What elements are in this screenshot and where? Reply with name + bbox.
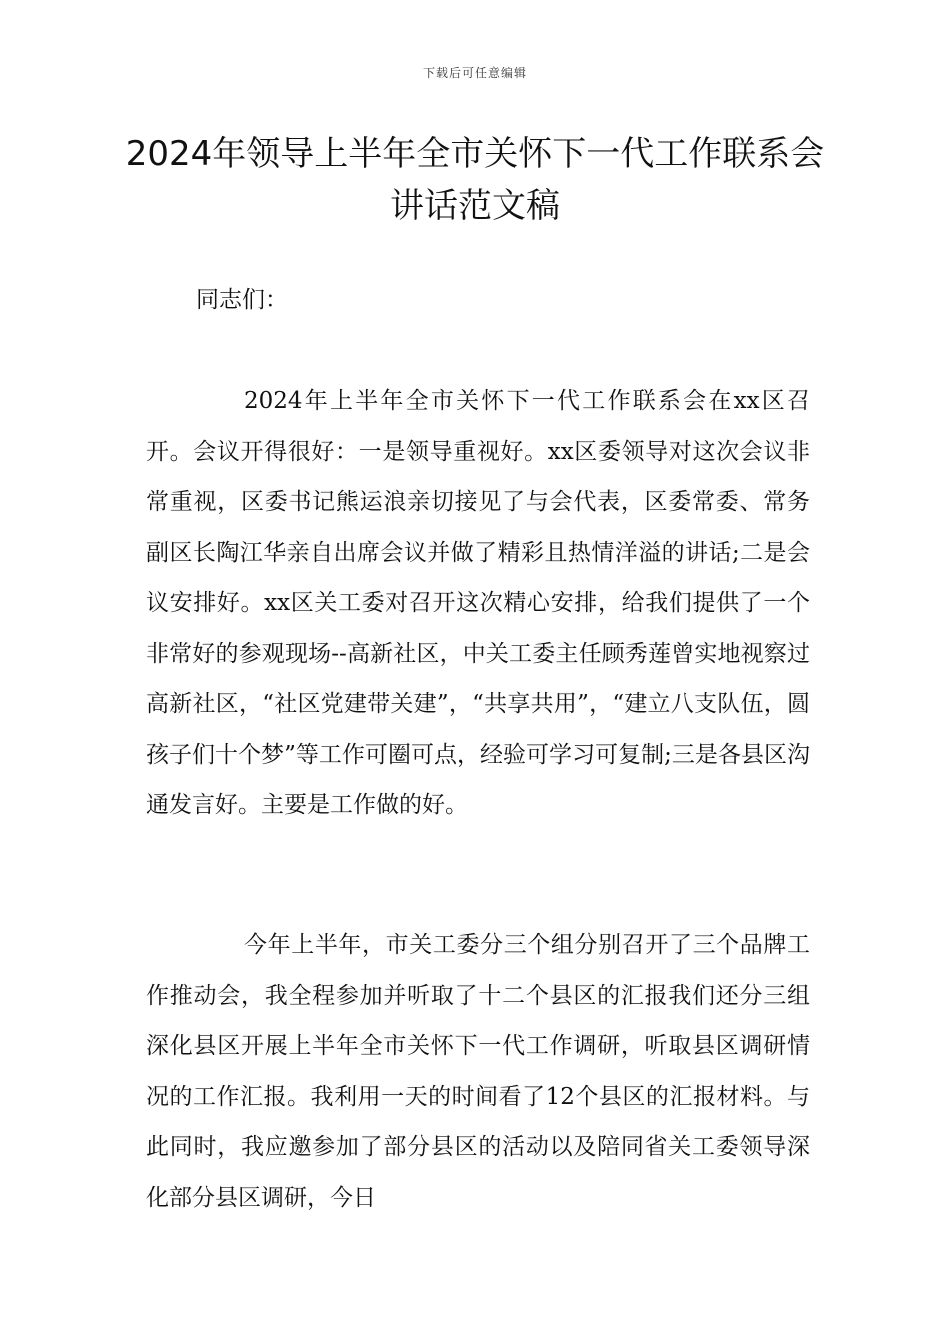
salutation: 同志们： — [196, 287, 288, 313]
document-title: 2024年领导上半年全市关怀下一代工作联系会讲话范文稿 — [125, 134, 825, 226]
body-paragraph: 2024年上半年全市关怀下一代工作联系会在xx区召开。会议开得很好：一是领导重视好。xx区委领导对这次会议非常重视，区委书记熊运浪亲切接见了与会代表，区委常委、常务副区长陶江华亲自出席会议并做了精彩且热情洋溢的讲话;二是会议安排好。xx区关工委对召开这次精心安排，给我们提供了一个非常好的参观现场--高新社区，中关工委主任顾秀莲曾实地视察过高新社区，“社区党建带关建”，“共享共用”，“建立八支队伍，圆孩子们十个梦”等工作可圈可点，经验可学习可复制;三是各县区沟通发言好。主要是工作做的好。 — [146, 388, 810, 818]
header-note: 下载后可任意编辑 — [422, 66, 527, 80]
body-paragraph: 今年上半年，市关工委分三个组分别召开了三个品牌工作推动会，我全程参加并听取了十二个县区的汇报我们还分三组深化县区开展上半年全市关怀下一代工作调研，听取县区调研情况的工作汇报。我利用一天的时间看了12个县区的汇报材料。与此同时，我应邀参加了部分县区的活动以及陪同省关工委领导深化部分县区调研，今日 — [146, 932, 810, 1211]
